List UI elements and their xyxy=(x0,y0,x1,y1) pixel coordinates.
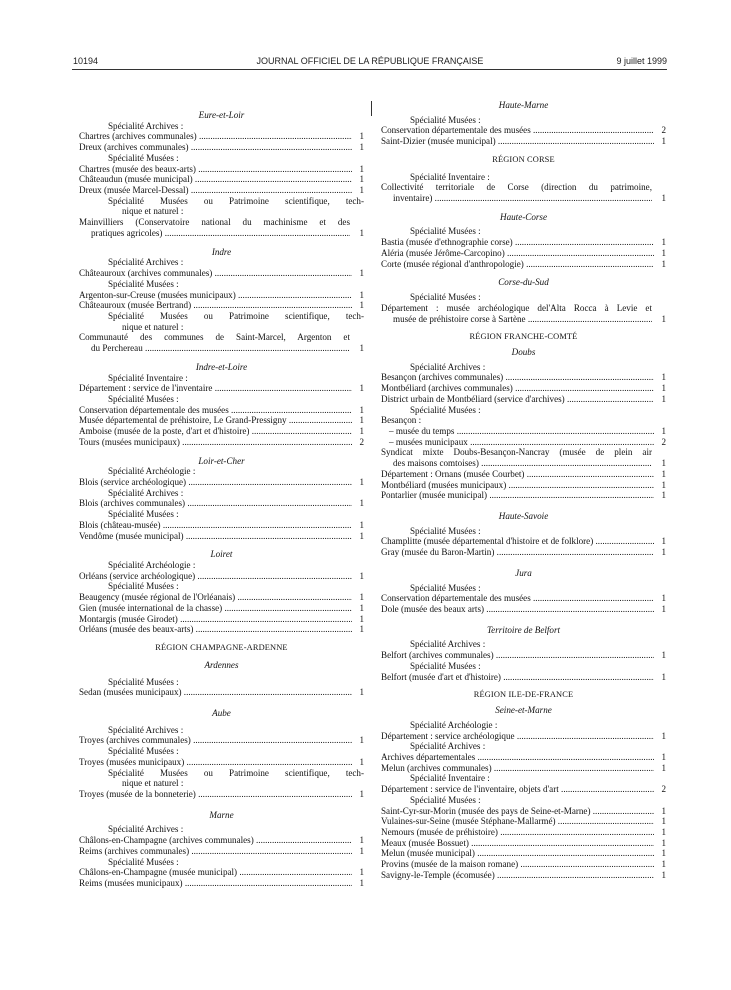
list-entry xyxy=(381,394,666,405)
entry-label: Besançon (archives communales) ..... xyxy=(381,372,666,382)
entry-label: Beaugency (musée régional de l'Orléanais) ..... xyxy=(79,592,364,602)
page-header xyxy=(73,56,667,70)
list-entry xyxy=(381,303,666,324)
spacer xyxy=(79,800,364,810)
entry-label: Belfort (musée d'art et d'histoire) ..... xyxy=(381,672,666,682)
entry-label: Dreux (musée Marcel-Dessal) ..... xyxy=(79,185,364,195)
spacer xyxy=(79,354,364,362)
specialty-label: Spécialité Musées : xyxy=(410,582,481,593)
entry-count: 1 xyxy=(352,343,364,354)
list-entry xyxy=(79,592,364,603)
spacer xyxy=(79,635,364,643)
entry-label: Reims (archives communales) ..... xyxy=(79,846,364,856)
entry-label: Melun (archives communales) ..... xyxy=(381,763,666,773)
specialty-label: Spécialité Archives : xyxy=(108,824,184,835)
entry-label: Archives départementales ..... xyxy=(381,752,666,762)
entry-count: 1 xyxy=(352,405,364,416)
entry-count: 1 xyxy=(352,846,364,857)
header-rule xyxy=(72,69,667,70)
list-entry xyxy=(79,520,364,531)
specialty-label xyxy=(79,196,364,217)
entry-count: 1 xyxy=(654,480,666,491)
list-entry xyxy=(381,447,666,468)
entry-label: Châteaudun (musée municipal) ..... xyxy=(79,174,364,184)
entry-count: 1 xyxy=(654,848,666,859)
entry-label: Montbéliard (archives communales) ..... xyxy=(381,383,666,393)
region-heading: RÉGION CHAMPAGNE-ARDENNE xyxy=(155,643,288,653)
entry-count: 1 xyxy=(654,469,666,480)
list-entry xyxy=(79,405,364,416)
entry-count: 1 xyxy=(352,131,364,142)
entry-label-continuation: inventaire) ..... xyxy=(381,193,652,204)
list-entry xyxy=(381,426,666,437)
specialty-label: Spécialité Archéologie : xyxy=(108,466,196,477)
entry-count: 1 xyxy=(654,237,666,248)
list-entry xyxy=(79,300,364,311)
list-entry xyxy=(381,806,666,817)
specialty-label: Spécialité Archéologie : xyxy=(410,719,498,730)
entry-count: 1 xyxy=(654,383,666,394)
list-entry xyxy=(381,593,666,604)
page-number: 10194 xyxy=(73,56,99,66)
entry-label: Saint-Cyr-sur-Morin (musée des pays de Seine-et-Marne) ..... xyxy=(381,806,666,816)
spacer xyxy=(381,558,666,568)
list-entry xyxy=(79,867,364,878)
specialty-label-line: Spécialité Musées ou Patrimoine scientifique, tech- xyxy=(108,195,364,206)
entry-label: Collectivité territoriale de Corse (direction du patrimoine, xyxy=(381,182,652,193)
entry-label: Mainvilliers (Conservatoire national du machinisme et des xyxy=(79,217,350,228)
section-heading: Haute-Savoie xyxy=(498,511,549,521)
list-entry xyxy=(381,752,666,763)
region-heading: RÉGION CORSE xyxy=(492,154,555,164)
entry-label: Conservation départementale des musées ..... xyxy=(79,405,364,415)
entry-label: Champlitte (musée départemental d'histoire et de folklore) ..... xyxy=(381,536,666,546)
entry-count: 1 xyxy=(654,490,666,501)
section-heading: Haute-Marne xyxy=(498,100,549,110)
entry-count: 1 xyxy=(654,752,666,763)
list-entry xyxy=(381,237,666,248)
list-entry xyxy=(79,687,364,698)
entry-count: 1 xyxy=(352,383,364,394)
entry-count: 1 xyxy=(654,827,666,838)
list-entry xyxy=(381,784,666,795)
entry-count: 1 xyxy=(352,300,364,311)
spacer xyxy=(79,541,364,549)
entry-label-continuation: musée de préhistoire corse à Sartène ..... xyxy=(381,314,652,325)
entry-label: Gray (musée du Baron-Martin) ..... xyxy=(381,547,666,557)
entry-count: 2 xyxy=(352,437,364,448)
list-entry xyxy=(381,650,666,661)
list-entry xyxy=(381,182,666,203)
entry-count: 2 xyxy=(654,784,666,795)
right-column xyxy=(381,100,666,881)
list-entry xyxy=(79,531,364,542)
specialty-label: Spécialité Musées : xyxy=(108,509,179,520)
specialty-label xyxy=(79,311,364,332)
entry-label: Conservation départementale des musées ..... xyxy=(381,125,666,135)
entry-count: 1 xyxy=(654,193,666,204)
specialty-label: Spécialité Musées : xyxy=(108,393,179,404)
list-entry xyxy=(79,164,364,175)
entry-count: 1 xyxy=(654,731,666,742)
list-entry xyxy=(79,614,364,625)
entry-label: Orléans (musée des beaux-arts) ..... xyxy=(79,624,364,634)
list-entry xyxy=(79,571,364,582)
list-entry xyxy=(79,383,364,394)
entry-count: 2 xyxy=(654,437,666,448)
entry-label: Sedan (musées municipaux) ..... xyxy=(79,687,364,697)
entry-count: 1 xyxy=(654,547,666,558)
entry-label: Troyes (archives communales) ..... xyxy=(79,735,364,745)
specialty-label: Spécialité Musées : xyxy=(108,856,179,867)
entry-count: 1 xyxy=(352,789,364,800)
entry-label: Besançon : xyxy=(381,415,422,426)
entry-count: 1 xyxy=(654,838,666,849)
entry-label: Troyes (musées municipaux) ..... xyxy=(79,757,364,767)
entry-count: 1 xyxy=(352,603,364,614)
entry-label: District urbain de Montbéliard (service d'archives) ..... xyxy=(381,394,666,404)
entry-label: Bastia (musée d'ethnographie corse) ..... xyxy=(381,237,666,247)
entry-label: Corte (musée régional d'anthropologie) ..... xyxy=(381,259,666,269)
section-heading: Ardennes xyxy=(204,659,239,670)
entry-label: Châteauroux (musée Bertrand) ..... xyxy=(79,300,364,310)
specialty-label: Spécialité Archives : xyxy=(410,741,486,752)
specialty-label: Spécialité Musées : xyxy=(108,152,179,163)
list-entry xyxy=(79,185,364,196)
specialty-label-continuation: nique et naturel : xyxy=(122,778,184,789)
entry-count: 1 xyxy=(352,531,364,542)
entry-count: 1 xyxy=(352,878,364,889)
entry-label: Département : service de l'inventaire ..... xyxy=(79,383,364,393)
entry-label: Dole (musée des beaux arts) ..... xyxy=(381,604,666,614)
entry-label: Département : service de l'inventaire, objets d'art ..... xyxy=(381,784,666,794)
entry-label: Tours (musées municipaux) ..... xyxy=(79,437,364,447)
specialty-label: Spécialité Musées : xyxy=(410,525,481,536)
specialty-label: Spécialité Musées : xyxy=(410,404,481,415)
specialty-label: Spécialité Inventaire : xyxy=(410,773,490,784)
entry-label: Vendôme (musée municipal) ..... xyxy=(79,531,364,541)
list-entry xyxy=(381,125,666,136)
entry-label: Savigny-le-Temple (écomusée) ..... xyxy=(381,870,666,880)
entry-count: 1 xyxy=(654,372,666,383)
entry-label: Chartres (archives communales) ..... xyxy=(79,131,364,141)
list-entry xyxy=(79,835,364,846)
list-entry xyxy=(381,536,666,547)
entry-count: 1 xyxy=(654,816,666,827)
list-entry xyxy=(381,547,666,558)
entry-count: 1 xyxy=(352,477,364,488)
entry-label: Montbéliard (musées municipaux) ..... xyxy=(381,480,666,490)
entry-count: 2 xyxy=(654,125,666,136)
list-entry xyxy=(381,672,666,683)
list-entry xyxy=(381,848,666,859)
entry-label: Orléans (service archéologique) ..... xyxy=(79,571,364,581)
specialty-label: Spécialité Musées : xyxy=(410,794,481,805)
entry-count: 1 xyxy=(654,806,666,817)
specialty-label: Spécialité Musées : xyxy=(410,292,481,303)
specialty-label: Spécialité Inventaire : xyxy=(410,171,490,182)
list-entry xyxy=(381,248,666,259)
entry-label: Châlons-en-Champagne (archives communales) ..... xyxy=(79,835,364,845)
left-column xyxy=(79,100,364,889)
list-entry xyxy=(79,131,364,142)
specialty-label: Spécialité Archives : xyxy=(108,257,184,268)
specialty-label-line: Spécialité Musées ou Patrimoine scientifique, tech- xyxy=(108,767,364,778)
entry-label: Blois (archives communales) ..... xyxy=(79,498,364,508)
list-entry xyxy=(381,859,666,870)
entry-label: Argenton-sur-Creuse (musées municipaux) ..... xyxy=(79,290,364,300)
entry-count: 1 xyxy=(654,536,666,547)
section-heading: Indre-et-Loire xyxy=(195,361,248,372)
entry-label: Melun (musée municipal) ..... xyxy=(381,848,666,858)
specialty-label: Spécialité Archives : xyxy=(108,724,184,735)
specialty-label: Spécialité Musées : xyxy=(108,746,179,757)
list-entry xyxy=(79,757,364,768)
specialty-label-continuation: nique et naturel : xyxy=(122,321,184,332)
specialty-label: Spécialité Musées : xyxy=(108,278,179,289)
list-entry xyxy=(79,426,364,437)
region-heading: RÉGION FRANCHE-COMTÉ xyxy=(469,332,578,342)
spacer xyxy=(79,100,364,110)
entry-label: Reims (musées municipaux) ..... xyxy=(79,878,364,888)
entry-label: Musée départemental de préhistoire, Le Grand-Pressigny ..... xyxy=(79,415,364,425)
list-entry xyxy=(381,136,666,147)
region-heading: RÉGION ILE-DE-FRANCE xyxy=(473,690,574,700)
entry-count: 1 xyxy=(654,458,666,469)
entry-label: Département : service archéologique ..... xyxy=(381,731,666,741)
entry-count: 1 xyxy=(654,314,666,325)
entry-label: Département : musée archéologique del'Alta Rocca à Levie et xyxy=(381,302,652,313)
spacer xyxy=(381,269,666,277)
entry-count: 1 xyxy=(654,870,666,881)
entry-label: Nemours (musée de préhistoire) ..... xyxy=(381,827,666,837)
specialty-label: Spécialité Archéologie : xyxy=(108,560,196,571)
list-entry xyxy=(79,498,364,509)
column-divider xyxy=(371,101,372,116)
specialty-label: Spécialité Archives : xyxy=(410,361,486,372)
entry-count: 1 xyxy=(654,136,666,147)
list-entry xyxy=(381,838,666,849)
spacer xyxy=(79,448,364,456)
specialty-label: Spécialité Inventaire : xyxy=(108,372,188,383)
entry-label-continuation: pratiques agricoles) ..... xyxy=(79,228,350,239)
list-entry xyxy=(381,437,666,448)
list-entry xyxy=(381,816,666,827)
entry-label: Pontarlier (musée municipal) ..... xyxy=(381,490,666,500)
list-entry xyxy=(79,268,364,279)
entry-count: 1 xyxy=(352,268,364,279)
list-entry xyxy=(79,878,364,889)
entry-label: Montargis (musée Girodet) ..... xyxy=(79,614,364,624)
entry-count: 1 xyxy=(654,248,666,259)
specialty-label xyxy=(79,768,364,789)
entry-count: 1 xyxy=(654,859,666,870)
entry-label: Département : Ornans (musée Courbet) ..... xyxy=(381,469,666,479)
specialty-label: Spécialité Archives : xyxy=(108,487,184,498)
list-entry xyxy=(381,480,666,491)
entry-count: 1 xyxy=(654,672,666,683)
entry-label: Dreux (archives communales) ..... xyxy=(79,142,364,152)
entry-count: 1 xyxy=(352,687,364,698)
list-entry xyxy=(79,290,364,301)
list-entry xyxy=(381,469,666,480)
list-entry xyxy=(79,603,364,614)
entry-label: Blois (château-musée) ..... xyxy=(79,520,364,530)
entry-label: Provins (musée de la maison romane) ..... xyxy=(381,859,666,869)
list-entry xyxy=(79,477,364,488)
list-entry xyxy=(381,604,666,615)
specialty-label-line: Spécialité Musées ou Patrimoine scientifique, tech- xyxy=(108,310,364,321)
issue-date: 9 juillet 1999 xyxy=(616,56,667,66)
list-entry xyxy=(381,827,666,838)
section-heading: Loiret xyxy=(210,549,233,560)
spacer xyxy=(381,501,666,511)
list-entry xyxy=(79,789,364,800)
entry-count: 1 xyxy=(352,835,364,846)
entry-count: 1 xyxy=(654,259,666,270)
spacer xyxy=(79,698,364,708)
entry-label: Blois (service archéologique) ..... xyxy=(79,477,364,487)
entry-count: 1 xyxy=(654,650,666,661)
list-entry xyxy=(381,870,666,881)
list-entry xyxy=(381,763,666,774)
section-heading: Corse-du-Sud xyxy=(498,277,549,288)
list-entry xyxy=(381,383,666,394)
entry-count: 1 xyxy=(654,604,666,615)
entry-label: Châlons-en-Champagne (musée municipal) ..... xyxy=(79,867,364,877)
entry-count: 1 xyxy=(352,571,364,582)
entry-label: Chartres (musée des beaux-arts) ..... xyxy=(79,164,364,174)
list-entry xyxy=(381,490,666,501)
section-heading: Jura xyxy=(515,567,532,578)
entry-label: Troyes (musée de la bonneterie) ..... xyxy=(79,789,364,799)
entry-count: 1 xyxy=(654,426,666,437)
entry-label-continuation: du Perchereau ..... xyxy=(79,343,350,354)
list-entry xyxy=(381,372,666,383)
list-entry xyxy=(79,174,364,185)
entry-count: 1 xyxy=(352,415,364,426)
entry-count: 1 xyxy=(352,228,364,239)
journal-title: JOURNAL OFFICIEL DE LA RÉPUBLIQUE FRANÇAISE xyxy=(256,56,484,66)
entry-label: Châteauroux (archives communales) ..... xyxy=(79,268,364,278)
entry-count: 1 xyxy=(352,592,364,603)
section-heading: Loir-et-Cher xyxy=(198,455,245,466)
entry-label: Vulaines-sur-Seine (musée Stéphane-Mallarmé) ..... xyxy=(381,816,666,826)
list-entry xyxy=(79,142,364,153)
entry-label: Aléria (musée Jérôme-Carcopino) ..... xyxy=(381,248,666,258)
entry-label: Belfort (archives communales) ..... xyxy=(381,650,666,660)
entry-label: Conservation départementale des musées ..... xyxy=(381,593,666,603)
entry-count: 1 xyxy=(352,174,364,185)
entry-count: 1 xyxy=(654,394,666,405)
entry-label: Meaux (musée Bossuet) ..... xyxy=(381,838,666,848)
spacer xyxy=(381,147,666,155)
section-heading: Aube xyxy=(212,707,231,718)
list-entry xyxy=(381,259,666,270)
entry-count: 1 xyxy=(352,142,364,153)
specialty-label-continuation: nique et naturel : xyxy=(122,206,184,217)
entry-label: – musée du temps ..... xyxy=(389,426,666,436)
spacer xyxy=(381,615,666,625)
entry-label: Saint-Dizier (musée municipal) ..... xyxy=(381,136,666,146)
list-entry xyxy=(79,217,364,238)
spacer xyxy=(381,204,666,212)
entry-count: 1 xyxy=(352,735,364,746)
list-entry xyxy=(79,415,364,426)
entry-count: 1 xyxy=(654,593,666,604)
entry-label: Gien (musée international de la chasse) ..... xyxy=(79,603,364,613)
entry-count: 1 xyxy=(352,614,364,625)
entry-count: 1 xyxy=(352,164,364,175)
section-heading: Territoire de Belfort xyxy=(486,624,561,635)
specialty-label: Spécialité Musées : xyxy=(108,581,179,592)
section-heading: Seine-et-Marne xyxy=(495,705,552,716)
entry-label-continuation: des maisons comtoises) ..... xyxy=(381,458,652,469)
section-heading: Haute-Corse xyxy=(500,211,547,222)
list-entry xyxy=(381,731,666,742)
spacer xyxy=(79,239,364,247)
specialty-label: Spécialité Musées : xyxy=(410,660,481,671)
entry-count: 1 xyxy=(352,185,364,196)
entry-count: 1 xyxy=(352,757,364,768)
entry-count: 1 xyxy=(352,520,364,531)
list-entry xyxy=(79,735,364,746)
entry-count: 1 xyxy=(352,624,364,635)
entry-count: 1 xyxy=(352,867,364,878)
entry-label: Syndicat mixte Doubs-Besançon-Nancray (musée de plein air xyxy=(381,447,652,458)
entry-count: 1 xyxy=(352,290,364,301)
specialty-label: Spécialité Musées : xyxy=(108,676,179,687)
entry-label: – musées municipaux ..... xyxy=(389,437,666,447)
entry-count: 1 xyxy=(352,426,364,437)
section-heading: Eure-et-Loir xyxy=(198,110,245,120)
entry-count: 1 xyxy=(654,763,666,774)
list-entry xyxy=(79,332,364,353)
entry-count: 1 xyxy=(352,498,364,509)
specialty-label: Spécialité Musées : xyxy=(410,226,481,237)
specialty-label: Spécialité Archives : xyxy=(410,639,486,650)
section-heading: Doubs xyxy=(511,346,536,357)
entry-label: Amboise (musée de la poste, d'art et d'histoire) ..... xyxy=(79,426,364,436)
section-heading: Indre xyxy=(211,246,232,257)
list-entry xyxy=(79,624,364,635)
list-entry xyxy=(79,437,364,448)
entry-label: Communauté des communes de Saint-Marcel, Argenton et xyxy=(79,332,350,343)
specialty-label: Spécialité Archives : xyxy=(108,120,184,131)
section-heading: Marne xyxy=(209,809,234,820)
specialty-label: Spécialité Musées : xyxy=(410,114,481,125)
list-entry xyxy=(79,846,364,857)
